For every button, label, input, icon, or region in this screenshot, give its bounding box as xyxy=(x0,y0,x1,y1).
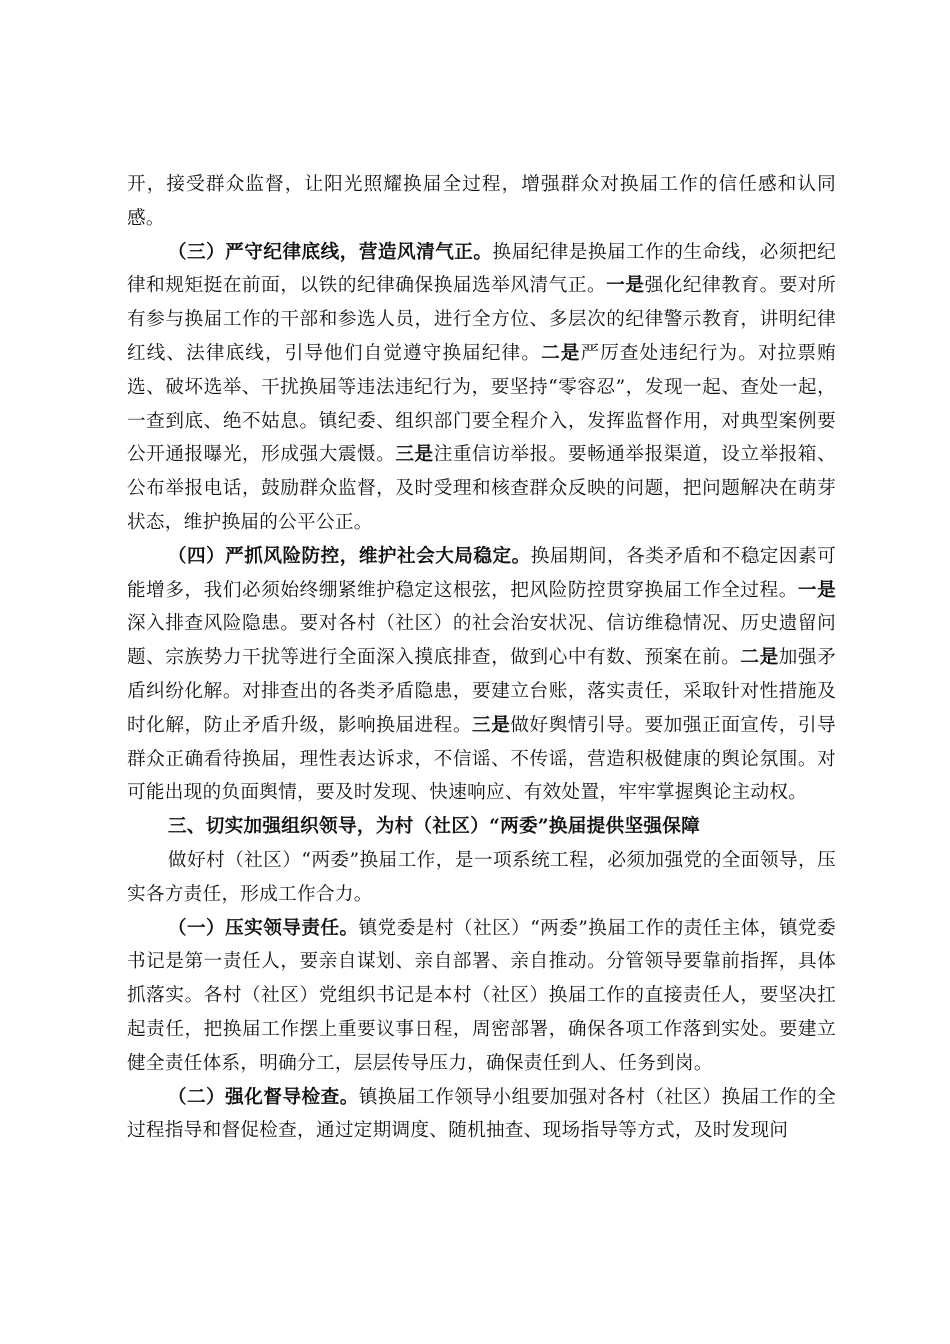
document-page xyxy=(127,168,836,1148)
paragraph-text: 换届期间，各类矛盾和不稳定因素可能增多，我们必须始终绷紧维护稳定这根弦，把风险防控贯穿换届工作全过程。 xyxy=(127,545,836,601)
section-subtitle: （四）严抓风险防控，维护社会大局稳定。 xyxy=(167,545,531,567)
keyword-third: 三是 xyxy=(395,444,434,466)
keyword-third: 三是 xyxy=(472,714,511,736)
keyword-second: 二是 xyxy=(740,647,779,669)
paragraph-text: 强化纪律教育。要对所有参与换届工作的干部和参选人员，进行全方位、多层次的纪律警示教育，讲明纪律红线、法律底线，引导他们自觉遵守换届纪律。 xyxy=(127,275,836,364)
keyword-second: 二是 xyxy=(541,342,581,364)
paragraph-supervision xyxy=(127,1081,836,1149)
paragraph-text: 注重信访举报。要畅通举报渠道，设立举报箱、公布举报电话，鼓励群众监督，及时受理和核查群众反映的问题，把问题解决在萌芽状态，维护换届的公平公正。 xyxy=(127,444,836,533)
section-heading-text: 三、切实加强组织领导，为村（社区）“两委”换届提供坚强保障 xyxy=(167,816,701,838)
paragraph-text: 开，接受群众监督，让阳光照耀换届全过程，增强群众对换届工作的信任感和认同感。 xyxy=(127,174,836,229)
paragraph-leadership xyxy=(127,912,836,1081)
paragraph-intro xyxy=(127,844,836,912)
paragraph-text: 换届纪律是换届工作的生命线，必须把纪律和规矩挺在前面，以铁的纪律确保换届选举风清气正。 xyxy=(127,241,836,297)
section-subtitle: （一）压实领导责任。 xyxy=(167,917,359,939)
keyword-first: 一是 xyxy=(606,275,645,297)
paragraph-discipline xyxy=(127,236,836,540)
keyword-first: 一是 xyxy=(797,579,836,601)
paragraph-text: 镇换届工作领导小组要加强对各村（社区）换届工作的全过程指导和督促检查，通过定期调度、随机抽查、现场指导等方式，及时发现问 xyxy=(127,1086,836,1142)
section-subtitle: （二）强化督导检查。 xyxy=(167,1086,359,1108)
paragraph-continuation xyxy=(127,168,836,236)
paragraph-risk-control xyxy=(127,540,836,810)
paragraph-text: 镇党委是村（社区）“两委”换届工作的责任主体，镇党委书记是第一责任人，要亲自谋划、亲自部署、亲自推动。分管领导要靠前指挥，具体抓落实。各村（社区）党组织书记是本村（社区）换届工作的直接责任人，要坚决扛起责任，把换届工作摆上重要议事日程，周密部署，确保各项工作落到实处。要建立健全责任体系，明确分工，层层传导压力，确保责任到人、任务到岗。 xyxy=(127,917,836,1074)
paragraph-text: 做好舆情引导。要加强正面宣传，引导群众正确看待换届，理性表达诉求，不信谣、不传谣，营造积极健康的舆论氛围。对可能出现的负面舆情，要及时发现、快速响应、有效处置，牢牢掌握舆论主动权。 xyxy=(127,714,836,804)
paragraph-text: 严厉查处违纪行为。对拉票贿选、破坏选举、干扰换届等违法违纪行为，要坚持“零容忍”，发现一起、查处一起，一查到底、绝不姑息。镇纪委、组织部门要全程介入，发挥监督作用，对典型案例要公开通报曝光，形成强大震慑。 xyxy=(127,342,836,466)
section-heading xyxy=(127,810,836,844)
paragraph-text: 深入排查风险隐患。要对各村（社区）的社会治安状况、信访维稳情况、历史遗留问题、宗族势力干扰等进行全面深入摸底排查，做到心中有数、预案在前。 xyxy=(127,613,836,669)
section-subtitle: （三）严守纪律底线，营造风清气正。 xyxy=(167,241,493,263)
paragraph-text: 做好村（社区）“两委”换届工作，是一项系统工程，必须加强党的全面领导，压实各方责任，形成工作合力。 xyxy=(127,849,836,905)
paragraph-text: 加强矛盾纠纷化解。对排查出的各类矛盾隐患，要建立台账，落实责任，采取针对性措施及时化解，防止矛盾升级，影响换届进程。 xyxy=(127,647,836,736)
